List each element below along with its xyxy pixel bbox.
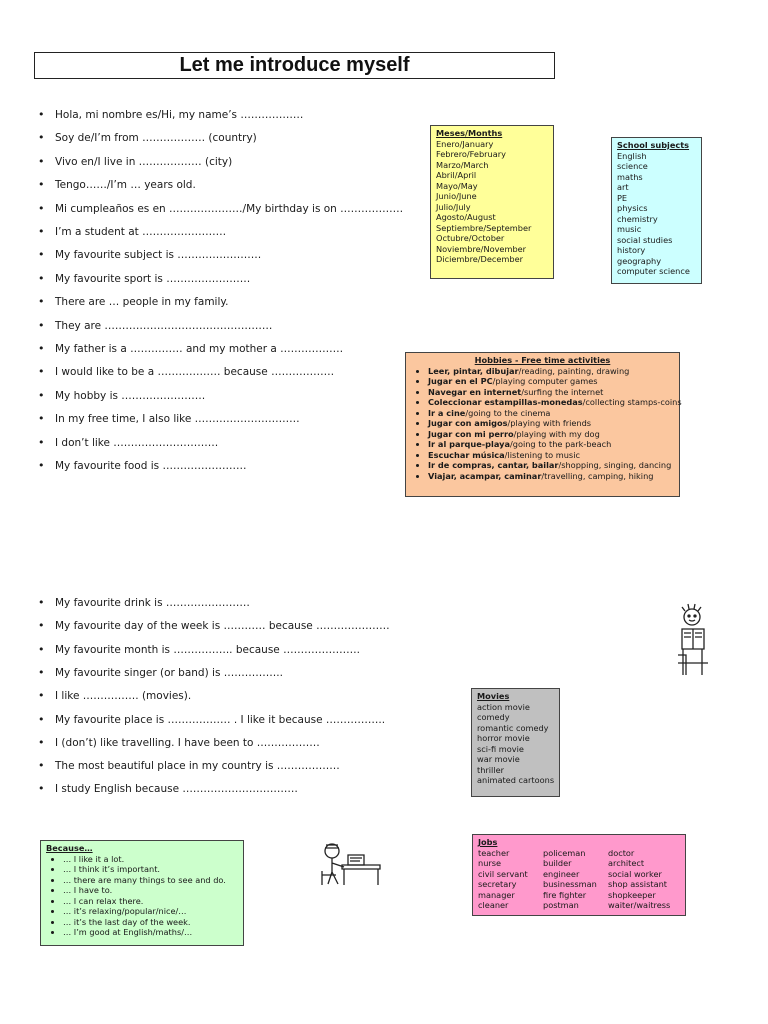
months-heading: Meses/Months — [436, 128, 503, 138]
month-item: Diciembre/December — [436, 254, 524, 264]
month-item: Mayo/May — [436, 180, 478, 191]
hobby-spanish: Jugar con mi perro — [428, 428, 514, 439]
hobby-item — [428, 429, 674, 440]
question-text: I would like to be a ……………… because ……………… — [55, 366, 335, 379]
school-subjects-box — [611, 137, 702, 284]
job-item: teacher — [478, 847, 510, 858]
subject-item: physics — [617, 203, 648, 213]
month-item: Abril/April — [436, 170, 477, 180]
job-item: social worker — [608, 868, 662, 879]
question-text: My hobby is …………………… — [55, 389, 206, 402]
question-text: My favourite sport is …………………… — [55, 272, 251, 285]
because-box — [40, 840, 244, 946]
question-text: I’m a student at …………………… — [55, 226, 227, 238]
question-text: My favourite day of the week is ………… because ………………… — [55, 620, 390, 633]
movie-item: animated cartoons — [477, 775, 555, 785]
hobby-english: /playing with my dog — [513, 428, 600, 439]
month-item: Octubre/October — [436, 233, 505, 243]
movie-item: sci-fi movie — [477, 743, 524, 754]
hobby-spanish: Leer, pintar, dibujar — [428, 365, 519, 376]
question-text: My favourite singer (or band) is …………….. — [55, 666, 283, 679]
movies-box — [471, 688, 560, 797]
month-item: Noviembre/November — [436, 243, 527, 254]
question-text: The most beautiful place in my country is ……………… — [55, 760, 340, 773]
question-text: My favourite month is …………….. because …………………. — [55, 643, 360, 656]
hobby-english: /playing with friends — [507, 418, 592, 428]
subject-item: science — [617, 161, 648, 171]
subject-item: social studies — [617, 234, 673, 245]
month-item: Septiembre/September — [436, 222, 532, 233]
question-text: They are ………………………………………… — [55, 319, 273, 332]
movie-item: war movie — [477, 754, 520, 764]
job-item: architect — [608, 858, 645, 868]
job-item: doctor — [608, 847, 635, 858]
movie-item: comedy — [477, 712, 510, 722]
job-item: builder — [543, 858, 572, 868]
because-item: • … I have to. — [63, 885, 238, 896]
question-text: I (don’t) like travelling. I have been to ……………… — [55, 736, 320, 749]
hobby-item — [428, 376, 674, 387]
question-text: In my free time, I also like ………………………… — [55, 413, 300, 426]
movie-item: horror movie — [477, 733, 530, 743]
subjects-heading: School subjects — [617, 140, 690, 150]
subject-item: maths — [617, 171, 643, 182]
because-item: • … I think it’s important. — [63, 864, 238, 875]
movie-item: thriller — [477, 764, 504, 775]
hobby-item — [428, 418, 674, 429]
hobby-item — [428, 366, 674, 377]
hobby-spanish: Ir al parque-playa — [428, 439, 510, 449]
because-heading: Because… — [46, 843, 93, 853]
job-item: cleaner — [478, 900, 509, 910]
hobby-item — [428, 408, 674, 419]
hobby-english: /travelling, camping, hiking — [541, 470, 654, 481]
hobby-spanish: Ir de compras, cantar, bailar — [428, 460, 559, 470]
hobby-item — [428, 460, 674, 471]
subject-item: PE — [617, 192, 628, 203]
question-text: My favourite food is …………………… — [55, 460, 247, 472]
month-item: Febrero/February — [436, 149, 506, 159]
hobby-spanish: Navegar en internet — [428, 386, 522, 397]
job-item: shop assistant — [608, 879, 667, 889]
question-text: Mi cumpleaños es en …………………/My birthday is on ……………… — [55, 202, 404, 215]
question-text: Vivo en/I live in ……………… (city) — [55, 155, 233, 168]
question-text: There are … people in my family. — [55, 296, 229, 309]
student-at-desk-illustration — [318, 841, 384, 887]
page-title: Let me introduce myself — [34, 52, 555, 79]
question-text: My favourite drink is …………………… — [55, 597, 250, 609]
job-item: postman — [543, 900, 579, 910]
job-item: waiter/waitress — [608, 900, 671, 910]
reading-boy-illustration — [668, 603, 720, 681]
subject-item: English — [617, 150, 647, 161]
hobby-spanish: Viajar, acampar, caminar — [428, 470, 542, 481]
hobby-spanish: Jugar en el PC — [428, 376, 493, 386]
hobby-english: /surfing the internet — [521, 386, 604, 397]
hobby-english: /going to the cinema — [465, 407, 551, 418]
hobby-spanish: Ir a cine — [428, 407, 466, 418]
months-box — [430, 125, 554, 279]
because-item: • … I’m good at English/maths/… — [63, 927, 238, 938]
hobby-spanish: Escuchar música — [428, 449, 505, 460]
hobby-english: /listening to music — [504, 449, 580, 460]
hobby-item — [428, 450, 674, 461]
because-item: • … I can relax there. — [63, 896, 238, 907]
hobby-english: /reading, painting, drawing — [518, 365, 630, 376]
hobby-spanish: Coleccionar estampillas-monedas — [428, 397, 583, 407]
because-item: • … it’s relaxing/popular/nice/… — [63, 906, 238, 917]
because-item: • … I like it a lot. — [63, 854, 238, 865]
job-item: shopkeeper — [608, 889, 656, 900]
hobby-item — [428, 387, 674, 398]
subject-item: history — [617, 245, 646, 255]
because-item: • … it’s the last day of the week. — [63, 917, 238, 928]
hobby-english: /shopping, singing, dancing — [558, 460, 672, 470]
subject-item: art — [617, 182, 629, 192]
job-item: fire fighter — [543, 889, 587, 900]
movies-heading: Movies — [477, 691, 510, 701]
question-text: I don’t like ………………………… — [55, 436, 219, 449]
movie-item: romantic comedy — [477, 722, 549, 733]
subject-item: geography — [617, 255, 662, 266]
hobby-item — [428, 471, 674, 482]
because-item: • … there are many things to see and do. — [63, 875, 238, 886]
question-text: Hola, mi nombre es/Hi, my name’s ……………… — [55, 109, 304, 121]
movie-item: action movie — [477, 701, 530, 712]
jobs-heading: Jobs — [478, 837, 498, 847]
question-text: My favourite place is ……………… . I like it because …………….. — [55, 713, 386, 726]
job-item: civil servant — [478, 868, 528, 879]
hobby-item — [428, 439, 674, 450]
hobby-english: /going to the park-beach — [509, 439, 612, 449]
hobby-spanish: Jugar con amigos — [428, 418, 508, 428]
job-item: engineer — [543, 868, 580, 879]
question-text: My father is a …………… and my mother a ……………… — [55, 343, 344, 355]
month-item: Enero/January — [436, 138, 494, 149]
question-text: My favourite subject is …………………… — [55, 249, 262, 262]
subject-item: music — [617, 224, 642, 234]
question-text: Soy de/I’m from ……………… (country) — [55, 132, 257, 145]
job-item: policeman — [543, 847, 586, 858]
subject-item: chemistry — [617, 213, 658, 224]
job-item: secretary — [478, 879, 517, 889]
job-item: businessman — [543, 879, 597, 889]
job-item: manager — [478, 889, 515, 900]
hobby-english: /playing computer games — [492, 376, 598, 386]
hobbies-box — [405, 352, 680, 497]
hobby-item — [428, 397, 682, 408]
jobs-box — [472, 834, 686, 916]
month-item: Marzo/March — [436, 159, 489, 170]
hobbies-heading: Hobbies - Free time activities — [474, 355, 611, 365]
subject-item: computer science — [617, 266, 690, 276]
month-item: Julio/July — [436, 201, 471, 212]
question-text: Tengo……/I’m … years old. — [55, 179, 196, 192]
question-text: I like ……………. (movies). — [55, 690, 192, 703]
job-item: nurse — [478, 858, 502, 868]
hobby-english: /collecting stamps-coins — [582, 397, 682, 407]
question-text: I study English because …………………………… — [55, 783, 298, 796]
month-item: Junio/June — [436, 191, 477, 201]
month-item: Agosto/August — [436, 212, 496, 222]
